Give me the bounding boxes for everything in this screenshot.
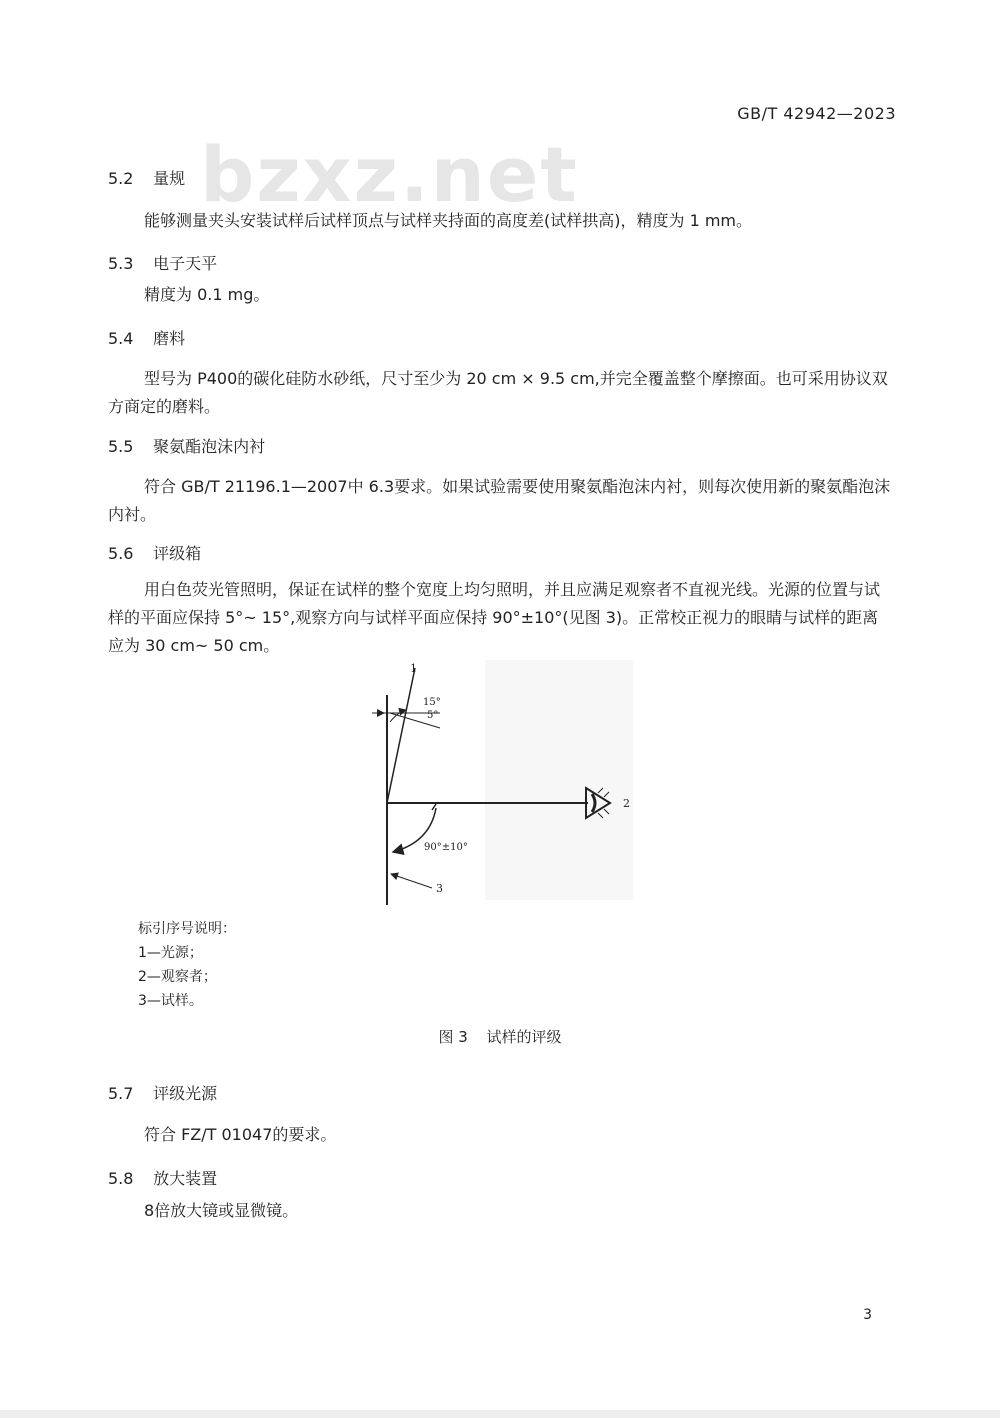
specimen-leader: [391, 874, 432, 888]
legend-item: 1—光源；: [138, 945, 203, 961]
page-number: 3: [863, 1307, 872, 1323]
section-title: 磨料: [153, 329, 186, 348]
section-title: 放大装置: [153, 1169, 218, 1188]
section-heading-5-8: [108, 1166, 217, 1189]
label-2: 2: [623, 797, 630, 810]
section-number: 5.7: [108, 1084, 134, 1103]
paragraph-5-4: 型号为 P400的碳化硅防水砂纸，尺寸至少为 20 cm × 9.5 cm,并完全覆盖整个摩擦面。也可采用协议双方商定的磨料。: [108, 369, 888, 416]
paragraph-5-5: 符合 GB/T 21196.1—2007中 6.3要求。如果试验需要使用聚氨酯泡沫内衬，则每次使用新的聚氨酯泡沫内衬。: [108, 477, 891, 524]
label-1: 1: [410, 662, 417, 675]
section-title: 电子天平: [153, 254, 218, 273]
section-number: 5.5: [108, 437, 134, 456]
document-code: GB/T 42942—2023: [737, 104, 896, 123]
legend-item: 3—试样。: [138, 993, 203, 1009]
section-number: 5.4: [108, 329, 134, 348]
figure-3-diagram: [360, 660, 640, 910]
section-heading-5-2: [108, 166, 185, 189]
section-number: 5.6: [108, 544, 134, 563]
section-heading-5-7: [108, 1081, 217, 1104]
section-number: 5.3: [108, 254, 134, 273]
paragraph-5-2: 能够测量夹头安装试样后试样顶点与试样夹持面的高度差(试样拱高)，精度为 1 mm。: [144, 211, 753, 230]
label-angle-15: 15°: [423, 697, 441, 708]
section-number: 5.8: [108, 1169, 134, 1188]
legend-title: 标引序号说明：: [138, 921, 236, 937]
label-angle-5: 5°: [427, 710, 439, 721]
light-source-line: [387, 668, 415, 803]
paragraph-5-8: 8倍放大镜或显微镜。: [144, 1201, 299, 1220]
figure-title: 试样的评级: [486, 1028, 562, 1046]
label-angle-90: 90°±10°: [424, 842, 468, 853]
paragraph-5-6: 用白色荧光管照明，保证在试样的整个宽度上均匀照明，并且应满足观察者不直视光线。光源的位置与试样的平面应保持 5°~ 15°,观察方向与试样平面应保持 90°±10°(见图 3)。正常校正视力的眼睛与试样的距离应为 30 cm~ 50 cm。: [108, 580, 881, 655]
section-title: 评级箱: [153, 544, 202, 563]
section-heading-5-3: [108, 251, 217, 274]
section-title: 评级光源: [153, 1084, 218, 1103]
section-title: 聚氨酯泡沫内衬: [153, 437, 266, 456]
figure-number: 图 3: [438, 1028, 468, 1046]
watermark: bzxz.net: [200, 130, 579, 219]
section-number: 5.2: [108, 169, 134, 188]
figure-caption: [0, 1026, 1000, 1047]
section-heading-5-5: [108, 434, 265, 457]
paragraph-5-3: 精度为 0.1 mg。: [144, 285, 270, 304]
section-heading-5-6: [108, 541, 201, 564]
section-title: 量规: [153, 169, 186, 188]
paragraph-5-7: 符合 FZ/T 01047的要求。: [144, 1125, 337, 1144]
legend-item: 2—观察者；: [138, 969, 217, 985]
section-heading-5-4: [108, 326, 185, 349]
figure-background: [485, 660, 633, 900]
page-bottom-edge: [0, 1410, 1000, 1418]
figure-legend: [138, 917, 236, 1013]
label-3: 3: [436, 882, 443, 895]
